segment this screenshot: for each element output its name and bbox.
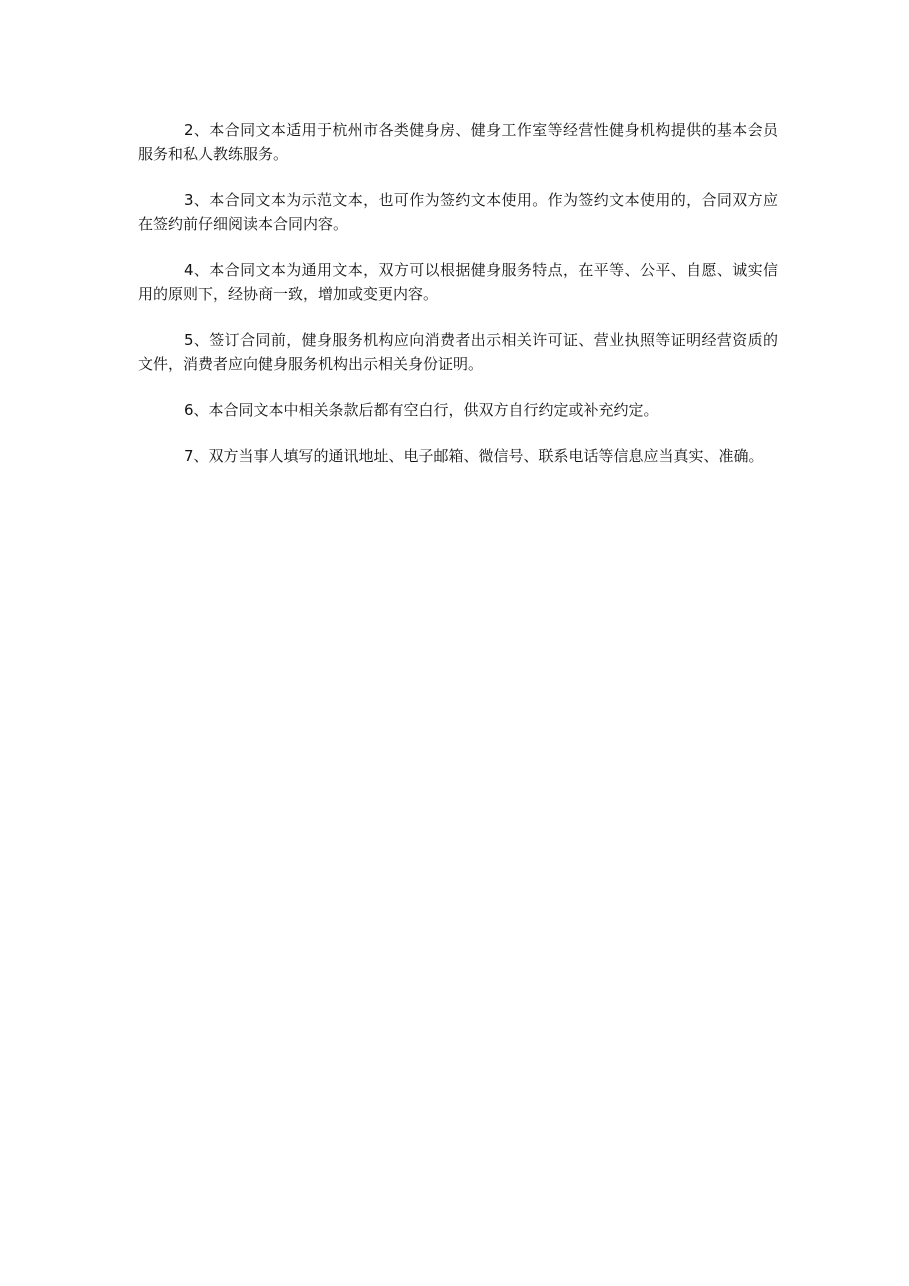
paragraph-item-5: 5、签订合同前，健身服务机构应向消费者出示相关许可证、营业执照等证明经营资质的文件，消费者应向健身服务机构出示相关身份证明。 [138,331,778,373]
paragraph-item-3: 3、本合同文本为示范文本，也可作为签约文本使用。作为签约文本使用的，合同双方应在签约前仔细阅读本合同内容。 [138,191,778,233]
paragraph-item-4: 4、本合同文本为通用文本，双方可以根据健身服务特点，在平等、公平、自愿、诚实信用的原则下，经协商一致，增加或变更内容。 [138,261,778,303]
document-body [138,118,778,490]
paragraph-item-2: 2、本合同文本适用于杭州市各类健身房、健身工作室等经营性健身机构提供的基本会员服务和私人教练服务。 [138,121,778,163]
paragraph-item-7: 7、双方当事人填写的通讯地址、电子邮箱、微信号、联系电话等信息应当真实、准确。 [184,447,764,465]
paragraph-item-6: 6、本合同文本中相关条款后都有空白行，供双方自行约定或补充约定。 [184,401,659,419]
